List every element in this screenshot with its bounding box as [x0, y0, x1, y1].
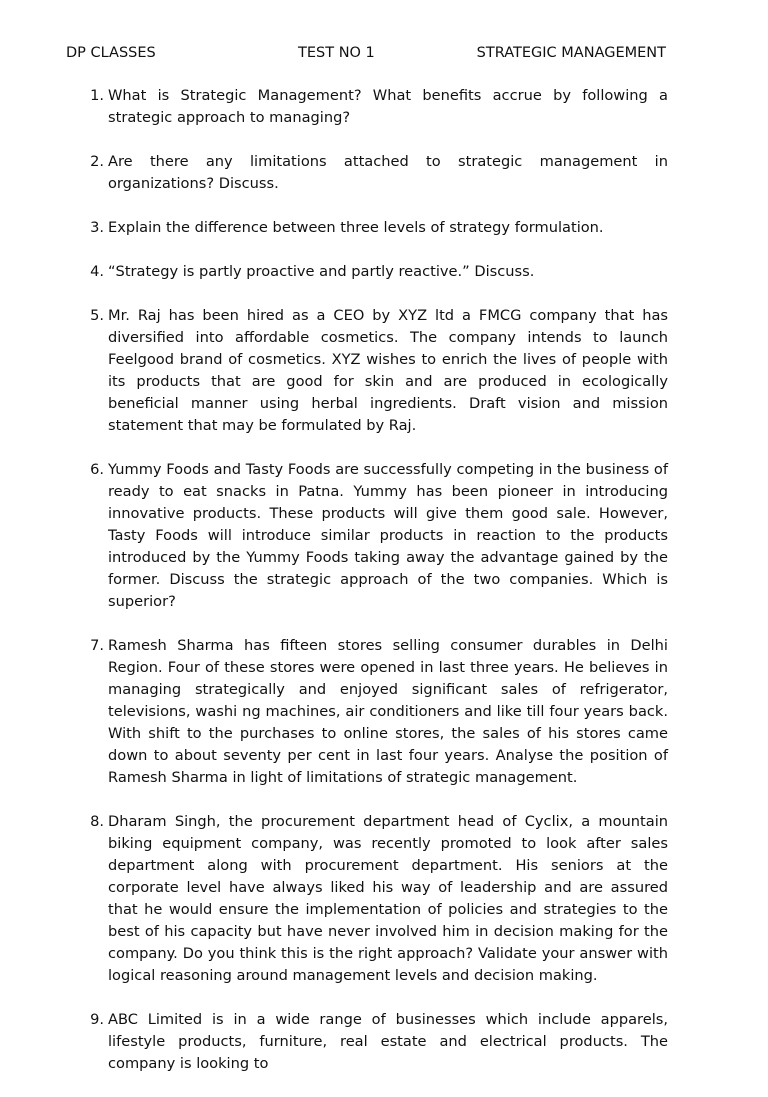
question-item	[82, 261, 668, 283]
question-text: ABC Limited is in a wide range of businesses which include apparels, lifestyle products, furniture, real estate and electrical products. The company is looking to	[108, 1011, 668, 1072]
question-item	[82, 635, 668, 789]
question-number: 8.	[90, 813, 104, 830]
question-item	[82, 811, 668, 987]
page-header	[66, 43, 666, 63]
question-text: “Strategy is partly proactive and partly reactive.” Discuss.	[108, 263, 535, 280]
question-text: What is Strategic Management? What benefits accrue by following a strategic approach to managing?	[108, 87, 668, 126]
question-item	[82, 217, 668, 239]
question-item	[82, 151, 668, 195]
question-text: Mr. Raj has been hired as a CEO by XYZ ltd a FMCG company that has diversified into affordable cosmetics. The company intends to launch Feelgood brand of cosmetics. XYZ wishes to enrich the lives of people with its products that are good for skin and are produced in ecologically beneficial manner using herbal ingredients. Draft vision and mission statement that may be formulated by Raj.	[108, 307, 668, 434]
header-subject: STRATEGIC MANAGEMENT	[476, 45, 666, 61]
question-text: Explain the difference between three levels of strategy formulation.	[108, 219, 604, 236]
question-item	[82, 459, 668, 613]
question-item	[82, 1009, 668, 1075]
question-text: Dharam Singh, the procurement department head of Cyclix, a mountain biking equipment company, was recently promoted to look after sales department along with procurement department. His seniors at the corporate level have always liked his way of leadership and are assured that he would ensure the implementation of policies and strategies to the best of his capacity but have never involved him in decision making for the company. Do you think this is the right approach? Validate your answer with logical reasoning around management levels and decision making.	[108, 813, 668, 984]
question-number: 6.	[90, 461, 104, 478]
question-text: Yummy Foods and Tasty Foods are successfully competing in the business of ready to eat snacks in Patna. Yummy has been pioneer in introducing innovative products. These products will give them good sale. However, Tasty Foods will introduce similar products in reaction to the products introduced by the Yummy Foods taking away the advantage gained by the former. Discuss the strategic approach of the two companies. Which is superior?	[108, 461, 668, 610]
question-number: 5.	[90, 307, 104, 324]
question-item	[82, 85, 668, 129]
question-text: Are there any limitations attached to strategic management in organizations? Discuss.	[108, 153, 668, 192]
question-number: 7.	[90, 637, 104, 654]
question-item	[82, 305, 668, 437]
question-text: Ramesh Sharma has fifteen stores selling consumer durables in Delhi Region. Four of these stores were opened in last three years. He believes in managing strategically and enjoyed significant sales of refrigerator, televisions, washi ng machines, air conditioners and like till four years back. With shift to the purchases to online stores, the sales of his stores came down to about seventy per cent in last four years. Analyse the position of Ramesh Sharma in light of limitations of strategic management.	[108, 637, 668, 786]
question-number: 9.	[90, 1011, 104, 1028]
question-number: 3.	[90, 219, 104, 236]
question-number: 2.	[90, 153, 104, 170]
header-institute: DP CLASSES	[66, 45, 156, 61]
question-number: 1.	[90, 87, 104, 104]
header-test-number: TEST NO 1	[298, 45, 375, 61]
question-list	[82, 85, 668, 1097]
question-number: 4.	[90, 263, 104, 280]
